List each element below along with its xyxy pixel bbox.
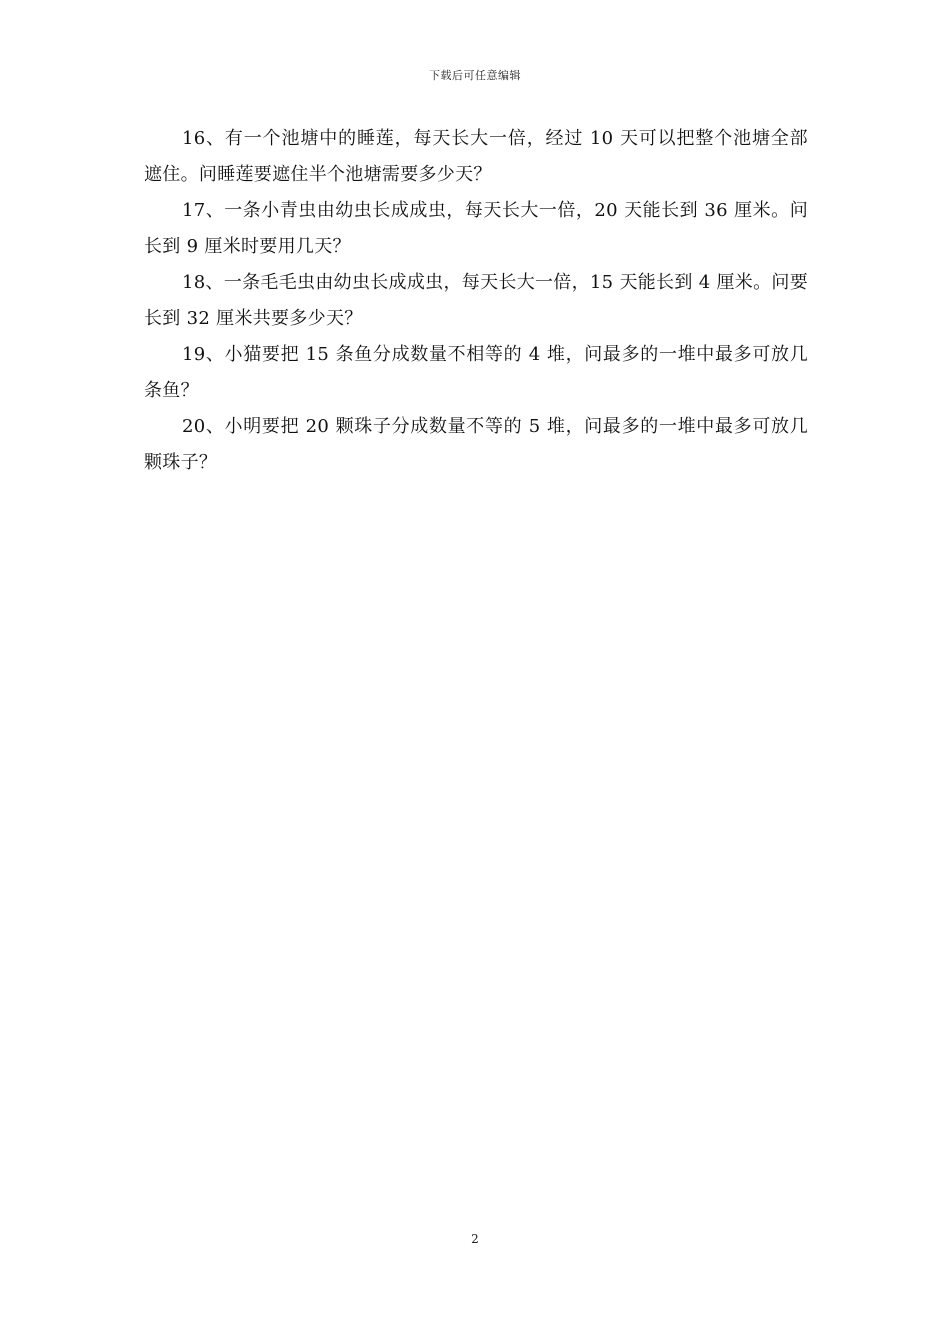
question-20: 20、小明要把 20 颗珠子分成数量不等的 5 堆，问最多的一堆中最多可放几颗珠子？ [144, 416, 808, 473]
question-17: 17、一条小青虫由幼虫长成成虫，每天长大一倍，20 天能长到 36 厘米。问长到 9 厘米时要用几天？ [144, 200, 808, 257]
page-header: 下载后可任意编辑 [429, 69, 521, 82]
question-16: 16、有一个池塘中的睡莲，每天长大一倍，经过 10 天可以把整个池塘全部遮住。问睡莲要遮住半个池塘需要多少天？ [144, 128, 808, 185]
document-body [144, 121, 808, 481]
question-19: 19、小猫要把 15 条鱼分成数量不相等的 4 堆，问最多的一堆中最多可放几条鱼？ [144, 344, 808, 401]
page-number: 2 [471, 1232, 479, 1246]
question-18: 18、一条毛毛虫由幼虫长成成虫，每天长大一倍，15 天能长到 4 厘米。问要长到 32 厘米共要多少天？ [144, 272, 808, 329]
